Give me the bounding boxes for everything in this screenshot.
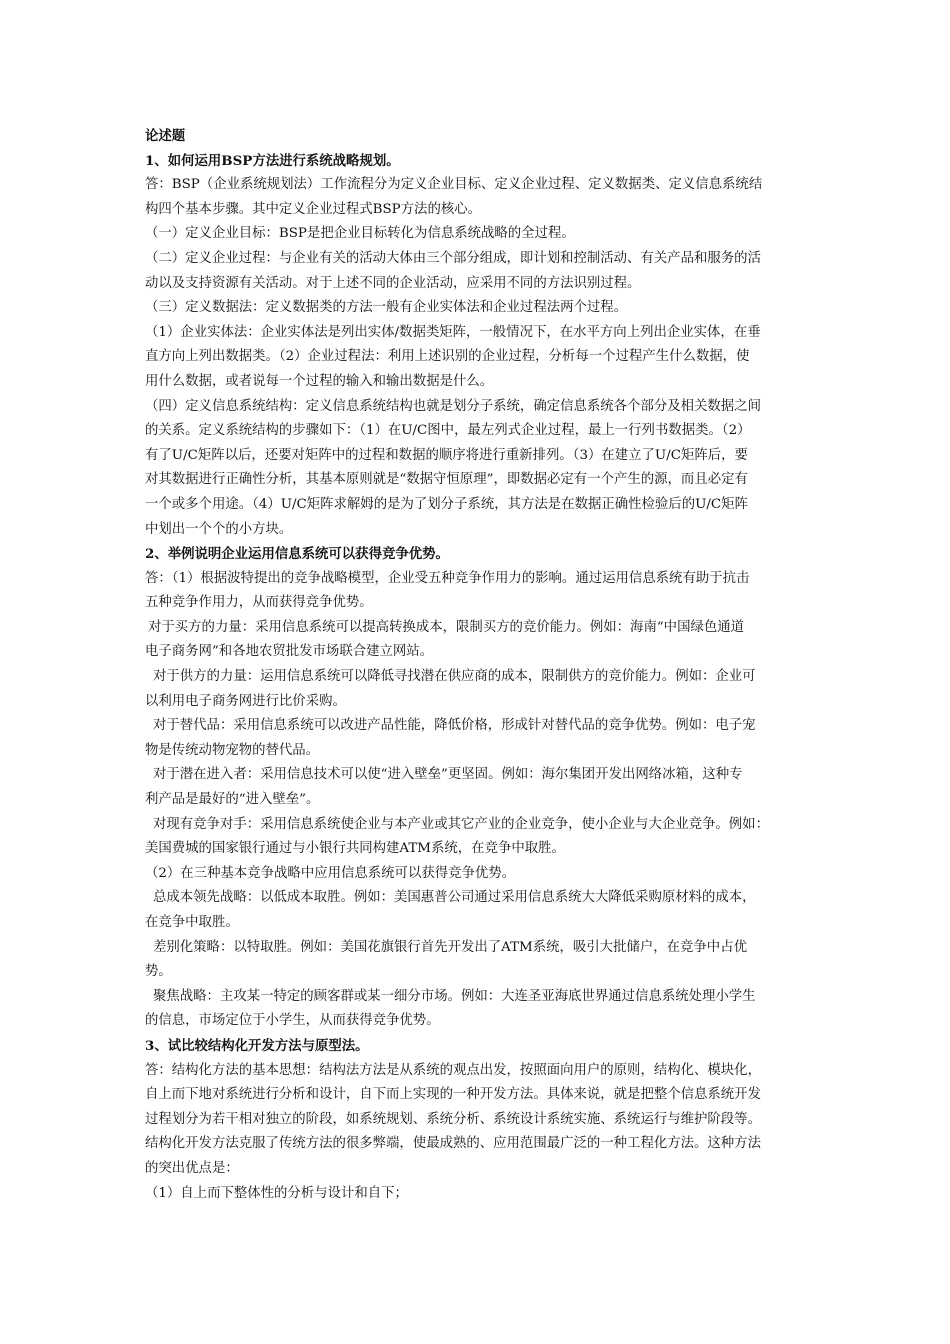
section-heading: 2、举例说明企业运用信息系统可以获得竞争优势。: [145, 546, 449, 563]
body-text-line: （一）定义企业目标：BSP是把企业目标转化为信息系统战略的全过程。: [145, 226, 575, 242]
body-text-line: 结构化开发方法克服了传统方法的很多弊端，使最成熟的、应用范围最广泛的一种工程化方法。这种方法: [145, 1136, 761, 1152]
body-text-line: 构四个基本步骤。其中定义企业过程式BSP方法的核心。: [145, 201, 482, 217]
body-text-line: 在竞争中取胜。: [145, 915, 239, 930]
body-text-line: 对于供方的力量：运用信息系统可以降低寻找潜在供应商的成本，限制供方的竞价能力。例如：企业可: [153, 669, 756, 685]
body-text-line: 物是传统动物宠物的替代品。: [145, 742, 320, 758]
body-text-line: 聚焦战略：主攻某一特定的顾客群或某一细分市场。例如：大连圣亚海底世界通过信息系统处理小学生: [153, 988, 756, 1004]
body-text-line: 对于买方的力量：采用信息系统可以提高转换成本，限制买方的竞价能力。例如：海南“中国绿色通道: [148, 619, 745, 635]
body-text-line: （2）在三种基本竞争战略中应用信息系统可以获得竞争优势。: [145, 865, 516, 881]
body-text-line: 差别化策略：以特取胜。例如：美国花旗银行首先开发出了ATM系统，吸引大批储户，在竞争中占优: [153, 939, 747, 955]
body-text-line: （1）自上而下整体性的分析与设计和自下；: [145, 1185, 408, 1201]
body-text-line: 的突出优点是：: [145, 1160, 239, 1176]
body-text-line: 中划出一个个的小方块。: [145, 521, 293, 537]
body-text-line: 对现有竞争对手：采用信息系统使企业与本产业或其它产业的企业竞争，使小企业与大企业竞争。例如：: [153, 816, 769, 832]
body-text-line: 的信息，市场定位于小学生，从而获得竞争优势。: [145, 1013, 440, 1029]
body-text-line: （1）企业实体法：企业实体法是列出实体/数据类矩阵，一般情况下，在水平方向上列出企业实体，在垂: [145, 324, 761, 340]
body-text-line: 势。: [145, 964, 172, 980]
body-text-line: 美国费城的国家银行通过与小银行共同构建ATM系统，在竞争中取胜。: [145, 841, 565, 857]
section-heading: 1、如何运用BSP方法进行系统战略规划。: [145, 152, 400, 169]
document-body: [145, 124, 813, 1206]
body-text-line: 对于潜在进入者：采用信息技术可以使“进入壁垒”更坚固。例如：海尔集团开发出网络冰箱，这种专: [153, 767, 743, 783]
body-text-line: 以利用电子商务网进行比价采购。: [145, 693, 346, 709]
body-text-line: 答：（1）根据波特提出的竞争战略模型，企业受五种竞争作用力的影响。通过运用信息系统有助于抗击: [145, 570, 750, 586]
section-heading: 3、试比较结构化开发方法与原型法。: [145, 1037, 369, 1054]
body-text-line: 过程划分为若干相对独立的阶段，如系统规划、系统分析、系统设计系统实施、系统运行与维护阶段等。: [145, 1111, 761, 1127]
body-text-line: 答：结构化方法的基本思想：结构法方法是从系统的观点出发，按照面向用户的原则，结构化、模块化，: [145, 1062, 761, 1078]
body-text-line: 总成本领先战略：以低成本取胜。例如：美国惠普公司通过采用信息系统大大降低采购原材料的成本，: [153, 890, 756, 906]
body-text-line: 有了U/C矩阵以后，还要对矩阵中的过程和数据的顺序将进行重新排列。（3）在建立了U/C矩阵后，要: [145, 447, 748, 463]
body-text-line: 自上而下地对系统进行分析和设计，自下而上实现的一种开发方法。具体来说，就是把整个信息系统开发: [145, 1087, 761, 1103]
body-text-line: 对其数据进行正确性分析，其基本原则就是“数据守恒原理”，即数据必定有一个产生的源，而且必定有: [145, 472, 748, 488]
body-text-line: （二）定义企业过程：与企业有关的活动大体由三个部分组成，即计划和控制活动、有关产品和服务的活: [145, 250, 761, 266]
body-text-line: 直方向上列出数据类。（2）企业过程法：利用上述识别的企业过程，分析每一个过程产生什么数据，使: [145, 349, 750, 365]
body-text-line: 用什么数据，或者说每一个过程的输入和输出数据是什么。: [145, 373, 494, 389]
body-text-line: 利产品是最好的“进入壁垒”。: [145, 792, 320, 808]
body-text-line: 一个或多个用途。（4）U/C矩阵求解姆的是为了划分子系统，其方法是在数据正确性检验后的U/C矩阵: [145, 496, 748, 512]
body-text-line: 对于替代品：采用信息系统可以改进产品性能，降低价格，形成针对替代品的竞争优势。例如：电子宠: [153, 718, 756, 734]
body-text-line: 五种竞争作用力，从而获得竞争优势。: [145, 595, 373, 611]
body-text-line: 电子商务网”和各地农贸批发市场联合建立网站。: [145, 644, 434, 660]
body-text-line: 的关系。定义系统结构的步骤如下：（1）在U/C图中，最左列式企业过程，最上一行列书数据类。（2）: [145, 423, 751, 439]
body-text-line: （四）定义信息系统结构：定义信息系统结构也就是划分子系统，确定信息系统各个部分及相关数据之间: [145, 398, 761, 414]
body-text-line: 答：BSP（企业系统规划法）工作流程分为定义企业目标、定义企业过程、定义数据类、定义信息系统结: [145, 177, 763, 193]
body-text-line: 动以及支持资源有关活动。对于上述不同的企业活动，应采用不同的方法识别过程。: [145, 275, 641, 291]
section-heading: 论述题: [145, 128, 186, 144]
body-text-line: （三）定义数据法：定义数据类的方法一般有企业实体法和企业过程法两个过程。: [145, 300, 628, 316]
